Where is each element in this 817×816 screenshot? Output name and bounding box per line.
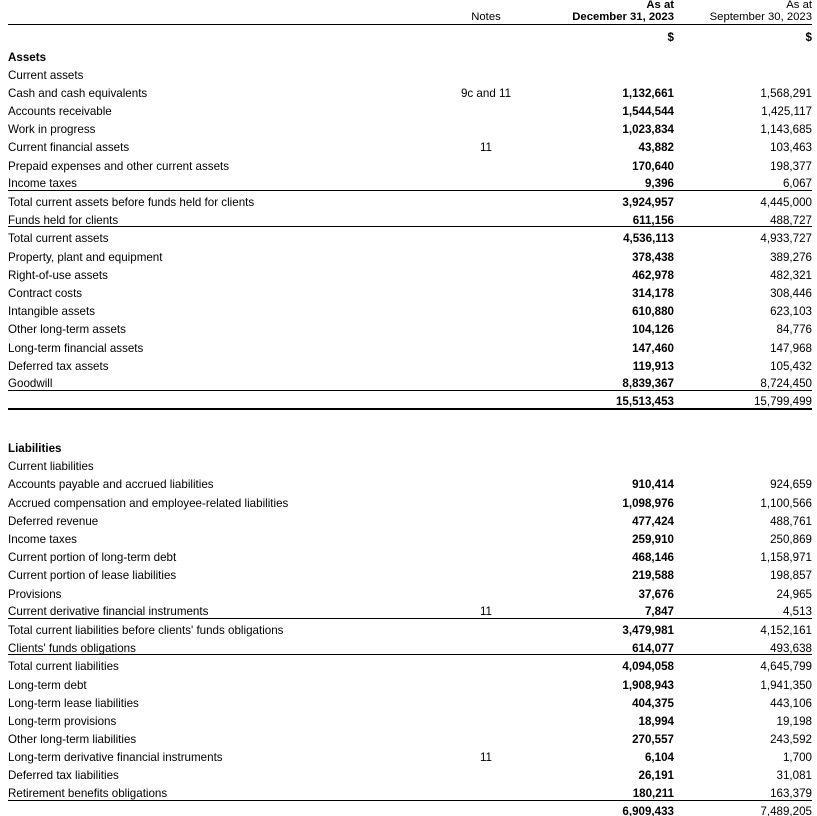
row-value-prior: 4,513 (782, 605, 812, 619)
row-value-current: 147,460 (632, 341, 674, 355)
row-value-current: 477,424 (632, 514, 674, 528)
row-value-current: 6,104 (644, 751, 674, 765)
row-label: Long-term provisions (8, 714, 117, 728)
row-label: Provisions (8, 587, 62, 601)
row-note-ref (440, 245, 532, 263)
row-value-prior: 4,152,161 (674, 618, 812, 636)
section-spacer (8, 409, 812, 435)
table-row (8, 318, 812, 336)
row-label: Total current assets before funds held for clients (8, 190, 440, 208)
liabilities-section-title: Liabilities (8, 442, 62, 456)
row-value-prior: 163,379 (770, 787, 812, 801)
row-label: Long-term financial assets (8, 341, 144, 355)
header-notes: Notes (471, 11, 501, 24)
row-note-ref (440, 263, 532, 281)
row-value-prior: 1,100,566 (760, 496, 812, 510)
row-note-ref (440, 354, 532, 372)
row-value-prior: 8,724,450 (760, 377, 812, 391)
table-row (8, 546, 812, 564)
header-period-prior (674, 0, 812, 24)
row-note-ref (440, 782, 532, 800)
table-row (8, 372, 812, 390)
row-note-ref (440, 764, 532, 782)
subtotal-row-total-current-liabilities (8, 655, 812, 673)
row-value-prior: 103,463 (770, 141, 812, 155)
row-value-prior: 6,067 (782, 177, 812, 191)
table-row (8, 782, 812, 800)
row-value-current: 170,640 (632, 159, 674, 173)
table-header-row (8, 0, 812, 24)
row-value-current: 8,839,367 (622, 377, 674, 391)
row-note-ref (440, 372, 532, 390)
row-value-current: 180,211 (632, 787, 674, 801)
currency-row-notes-blank (440, 24, 532, 43)
row-note-ref (440, 491, 532, 509)
row-value-prior: 24,965 (776, 587, 812, 601)
row-value-current: 611,156 (632, 213, 674, 227)
row-note-ref (440, 190, 532, 208)
row-label: Current financial assets (8, 141, 130, 155)
row-label: Other long-term liabilities (8, 733, 137, 747)
row-value-prior: 1,158,971 (760, 551, 812, 565)
header-period-prior-line2: September 30, 2023 (709, 11, 812, 24)
row-note-ref (440, 546, 532, 564)
row-note-ref (440, 800, 532, 816)
row-note-ref: 11 (479, 141, 493, 155)
row-label: Total current assets (8, 227, 440, 245)
row-value-prior: 84,776 (776, 323, 812, 337)
row-value-current: 468,146 (632, 551, 674, 565)
row-value-current: 1,132,661 (622, 86, 674, 100)
row-note-ref (440, 564, 532, 582)
row-value-current: 1,098,976 (622, 496, 674, 510)
row-note-ref (440, 281, 532, 299)
table-row (8, 673, 812, 691)
row-value-prior: 488,761 (770, 514, 812, 528)
row-value-current: 3,924,957 (532, 190, 674, 208)
assets-section-heading-row (8, 43, 812, 63)
row-value-prior: 15,799,499 (674, 390, 812, 408)
row-value-current: 1,544,544 (622, 105, 674, 119)
table-row (8, 354, 812, 372)
table-row (8, 709, 812, 727)
row-value-current: 6,909,433 (532, 800, 674, 816)
currency-row-blank (8, 24, 440, 43)
row-label: Work in progress (8, 123, 96, 137)
row-value-prior: 243,592 (770, 733, 812, 747)
table-row (8, 118, 812, 136)
row-note-ref (440, 209, 532, 227)
row-value-prior: 493,638 (770, 641, 812, 655)
row-note-ref (440, 673, 532, 691)
row-value-prior: 924,659 (770, 478, 812, 492)
row-value-current: 910,414 (632, 478, 674, 492)
row-value-current: 3,479,981 (532, 618, 674, 636)
row-note-ref (440, 527, 532, 545)
currency-symbol-current: $ (532, 24, 674, 43)
row-note-ref (440, 99, 532, 117)
row-note-ref (440, 691, 532, 709)
row-label: Deferred tax liabilities (8, 769, 119, 783)
table-row (8, 564, 812, 582)
row-note-ref (440, 655, 532, 673)
row-note-ref (440, 390, 532, 408)
table-row (8, 300, 812, 318)
row-note-ref: 11 (479, 751, 493, 765)
header-period-current (532, 0, 674, 24)
table-row (8, 582, 812, 600)
row-value-current: 4,094,058 (532, 655, 674, 673)
row-label: Total current liabilities before clients' funds obligations (8, 618, 440, 636)
current-liabilities-subtitle: Current liabilities (8, 460, 94, 474)
row-value-current: 104,126 (632, 323, 674, 337)
table-row (8, 154, 812, 172)
row-value-current: 314,178 (632, 286, 674, 300)
header-period-current-line1: As at (646, 0, 674, 11)
row-note-ref (440, 172, 532, 190)
row-label: Goodwill (8, 377, 53, 391)
row-note-ref (440, 118, 532, 136)
row-label: Retirement benefits obligations (8, 787, 168, 801)
row-value-current: 1,908,943 (622, 678, 674, 692)
row-label: Contract costs (8, 286, 83, 300)
row-value-current: 119,913 (632, 359, 674, 373)
row-value-prior: 198,377 (770, 159, 812, 173)
row-note-ref (440, 227, 532, 245)
currency-symbol-row (8, 24, 812, 43)
row-value-prior: 19,198 (776, 714, 812, 728)
header-period-current-line2: December 31, 2023 (572, 11, 674, 24)
row-value-prior: 389,276 (770, 250, 812, 264)
row-label: Accrued compensation and employee-related liabilities (8, 496, 289, 510)
row-value-prior: 4,445,000 (674, 190, 812, 208)
total-assets-row (8, 390, 812, 408)
row-label: Other long-term assets (8, 323, 126, 337)
table-row (8, 336, 812, 354)
row-value-current: 404,375 (632, 696, 674, 710)
table-row (8, 136, 812, 154)
table-row (8, 245, 812, 263)
row-value-current: 9,396 (644, 177, 674, 191)
row-note-ref (440, 618, 532, 636)
row-value-prior: 147,968 (770, 341, 812, 355)
assets-section-title: Assets (8, 50, 47, 64)
row-value-prior: 1,941,350 (760, 678, 812, 692)
row-value-current: 259,910 (632, 533, 674, 546)
row-value-current: 4,536,113 (532, 227, 674, 245)
row-value-current: 614,077 (632, 641, 674, 655)
row-value-prior: 4,933,727 (674, 227, 812, 245)
row-note-ref (440, 154, 532, 172)
current-assets-subheading-row (8, 63, 812, 81)
row-label: Prepaid expenses and other current assets (8, 159, 230, 173)
subtotal-row-assets-before-funds (8, 190, 812, 208)
row-label: Property, plant and equipment (8, 250, 163, 264)
row-value-current: 462,978 (632, 268, 674, 282)
table-row-funds-held-for-clients (8, 209, 812, 227)
row-note-ref (440, 300, 532, 318)
row-value-prior: 1,568,291 (760, 86, 812, 100)
row-label: Long-term debt (8, 678, 87, 692)
row-value-prior: 250,869 (770, 533, 812, 546)
table-row (8, 281, 812, 299)
row-note-ref (440, 509, 532, 527)
row-value-current: 26,191 (638, 769, 674, 783)
row-label: Total current liabilities (8, 655, 440, 673)
subtotal-row-total-current-assets (8, 227, 812, 245)
row-value-prior: 308,446 (770, 286, 812, 300)
row-value-current: 270,557 (632, 733, 674, 747)
row-value-prior: 482,321 (770, 268, 812, 282)
table-row-clients-funds-obligations (8, 637, 812, 655)
header-blank-cell (8, 0, 440, 24)
row-label: Long-term lease liabilities (8, 696, 139, 710)
table-row (8, 527, 812, 545)
row-value-current: 610,880 (632, 305, 674, 319)
subtotal-row-liabilities-before-clients-funds (8, 618, 812, 636)
table-row (8, 81, 812, 99)
row-value-prior: 4,645,799 (674, 655, 812, 673)
table-row (8, 172, 812, 190)
row-value-current: 43,882 (638, 141, 674, 155)
currency-symbol-prior: $ (674, 24, 812, 43)
table-row (8, 473, 812, 491)
row-label: Accounts receivable (8, 105, 112, 119)
row-value-prior: 1,143,685 (760, 123, 812, 137)
row-note-ref (440, 727, 532, 745)
row-label: Clients' funds obligations (8, 641, 136, 655)
row-note-ref: 11 (479, 605, 493, 619)
row-value-prior: 7,489,205 (674, 800, 812, 816)
table-row (8, 491, 812, 509)
table-row (8, 746, 812, 764)
row-label: Current portion of lease liabilities (8, 569, 177, 583)
row-value-prior: 488,727 (770, 213, 812, 227)
row-note-ref (440, 336, 532, 354)
table-row (8, 99, 812, 117)
row-label: Cash and cash equivalents (8, 86, 148, 100)
row-note-ref (440, 318, 532, 336)
row-value-prior: 105,432 (770, 359, 812, 373)
row-label: Current portion of long-term debt (8, 551, 177, 565)
table-row (8, 263, 812, 281)
row-value-current: 15,513,453 (532, 390, 674, 408)
row-label: Deferred tax assets (8, 359, 109, 373)
total-liabilities-row (8, 800, 812, 816)
row-value-current: 37,676 (638, 587, 674, 601)
row-value-prior: 1,700 (782, 751, 812, 765)
row-value-prior: 443,106 (770, 696, 812, 710)
row-value-current: 219,588 (632, 569, 674, 583)
row-note-ref: 9c and 11 (460, 86, 512, 100)
row-label: Right-of-use assets (8, 268, 108, 282)
row-note-ref (440, 582, 532, 600)
row-label: Long-term derivative financial instruments (8, 751, 223, 765)
row-note-ref (440, 637, 532, 655)
row-value-prior: 623,103 (770, 305, 812, 319)
row-value-current: 18,994 (638, 714, 674, 728)
table-row (8, 727, 812, 745)
row-note-ref (440, 473, 532, 491)
row-note-ref (440, 709, 532, 727)
row-label: Intangible assets (8, 305, 96, 319)
row-value-current: 1,023,834 (622, 123, 674, 137)
row-label: Deferred revenue (8, 514, 99, 528)
liabilities-section-heading-row (8, 435, 812, 455)
row-value-prior: 198,857 (770, 569, 812, 583)
row-value-prior: 31,081 (776, 769, 812, 783)
statement-of-financial-position-table (8, 0, 812, 816)
row-label (8, 800, 440, 816)
row-value-current: 378,438 (632, 250, 674, 264)
table-row (8, 691, 812, 709)
current-assets-subtitle: Current assets (8, 68, 84, 82)
current-liabilities-subheading-row (8, 455, 812, 473)
table-row (8, 509, 812, 527)
row-label: Income taxes (8, 177, 77, 191)
table-row (8, 764, 812, 782)
row-label: Funds held for clients (8, 213, 119, 227)
row-value-current: 7,847 (644, 605, 674, 619)
row-label (8, 390, 440, 408)
header-period-prior-line1: As at (786, 0, 812, 11)
row-label: Income taxes (8, 533, 77, 546)
table-row (8, 600, 812, 618)
row-label: Accounts payable and accrued liabilities (8, 478, 214, 492)
row-value-prior: 1,425,117 (761, 105, 812, 119)
row-label: Current derivative financial instruments (8, 605, 209, 619)
